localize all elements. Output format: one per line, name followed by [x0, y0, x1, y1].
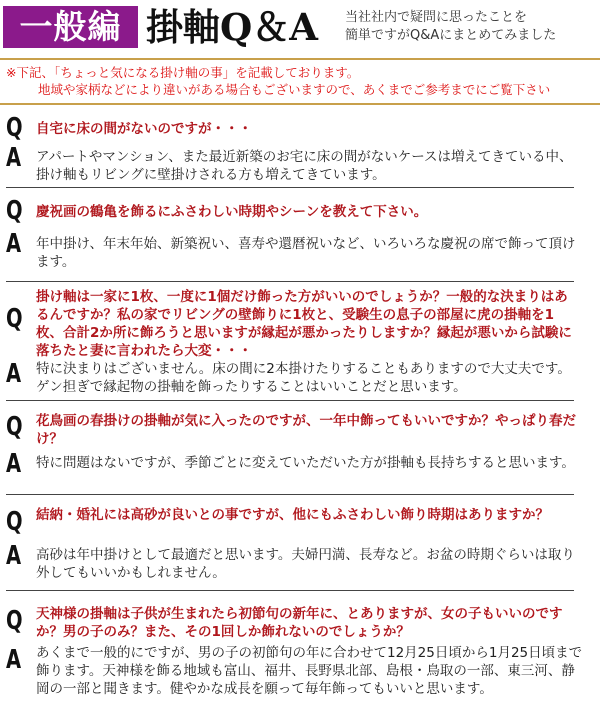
qa-divider — [6, 187, 574, 188]
question-mark-icon: Q — [6, 606, 23, 636]
question-mark-icon: Q — [6, 304, 23, 334]
answer-text: 特に問題はないですが、季節ごとに変えていただいた方が掛軸も長持ちすると思います。 — [36, 455, 575, 471]
question-text: 自宅に床の間がないのですが・・・ — [36, 121, 252, 137]
qa-divider — [6, 494, 574, 495]
question-mark-icon: Q — [6, 113, 23, 143]
qa-divider — [6, 400, 574, 401]
question-text: 掛け軸は一家に1枚、一度に1個だけ飾った方がいいのでしょうか？一般的な決まりはあるんですか？私の家でリビングの壁飾りに1枚と、受験生の息子の部屋に虎の掛軸を1枚、合計2か所に飾ろうと思いますが縁起が悪かったりしますか？縁起が悪いから試験に落ちたと妻に言われたら大変・・・ — [36, 289, 572, 359]
category-badge: 一般編 — [3, 6, 138, 48]
header-rule — [0, 58, 600, 60]
answer-text: 高砂は年中掛けとして最適だと思います。夫婦円満、長寿など。お盆の時期ぐらいは取り外してもいいかもしれません。 — [36, 547, 575, 581]
notice — [6, 64, 596, 98]
page-title: 掛軸Q＆A — [146, 5, 318, 49]
qa-divider — [6, 590, 574, 591]
answer-text: 特に決まりはございません。床の間に2本掛けたりすることもありますので大丈夫です。ゲン担ぎで縁起物の掛軸を飾ったりすることはいいことだと思います。 — [36, 361, 571, 395]
answer-mark-icon: A — [6, 449, 22, 479]
answer-text: 年中掛け、年末年始、新築祝い、喜寿や還暦祝いなど、いろいろな慶祝の席で飾って頂けます。 — [36, 236, 576, 270]
notice-line-1: ※下記、「ちょっと気になる掛け軸の事」を記載しております。 — [6, 65, 360, 80]
page-header — [0, 0, 600, 62]
notice-line-2: 地域や家柄などにより違いがある場合もございますので、あくまでご参考までにご覧下さい — [38, 82, 551, 97]
answer-mark-icon: A — [6, 541, 22, 571]
answer-text: あくまで一般的にですが、男の子の初節句の年に合わせて12月25日頃から1月25日頃まで飾ります。天神様を飾る地域も富山、福井、長野県北部、島根・鳥取の一部、東三河、静岡の一部と聞きます。健やかな成長を願って毎年飾ってもいいと思います。 — [36, 645, 583, 697]
question-mark-icon: Q — [6, 507, 23, 537]
answer-text: アパートやマンション、また最近新築のお宅に床の間がないケースは増えてきている中、掛け軸もリビングに壁掛けされる方も増えてきています。 — [36, 149, 573, 183]
question-text: 慶祝画の鶴亀を飾るにふさわしい時期やシーンを教えて下さい。 — [36, 204, 428, 220]
question-mark-icon: Q — [6, 196, 23, 226]
question-text: 天神様の掛軸は子供が生まれたら初節句の新年に、とありますが、女の子もいいのですか？男の子のみ？また、その1回しか飾れないのでしょうか？ — [36, 606, 563, 640]
qa-divider — [6, 281, 574, 282]
question-mark-icon: Q — [6, 412, 23, 442]
answer-mark-icon: A — [6, 143, 22, 173]
answer-mark-icon: A — [6, 359, 22, 389]
notice-rule — [0, 103, 600, 105]
header-tagline — [345, 9, 597, 45]
answer-mark-icon: A — [6, 229, 22, 259]
tagline-line-1: 当社社内で疑問に思ったことを — [345, 10, 528, 25]
answer-mark-icon: A — [6, 645, 22, 675]
question-text: 結納・婚礼には高砂が良いとの事ですが、他にもふさわしい飾り時期はありますか？ — [36, 507, 549, 523]
question-text: 花鳥画の春掛けの掛軸が気に入ったのですが、一年中飾ってもいいですか？やっぱり春だけ？ — [36, 413, 576, 447]
tagline-line-2: 簡単ですがQ&Aにまとめてみました — [345, 28, 557, 43]
